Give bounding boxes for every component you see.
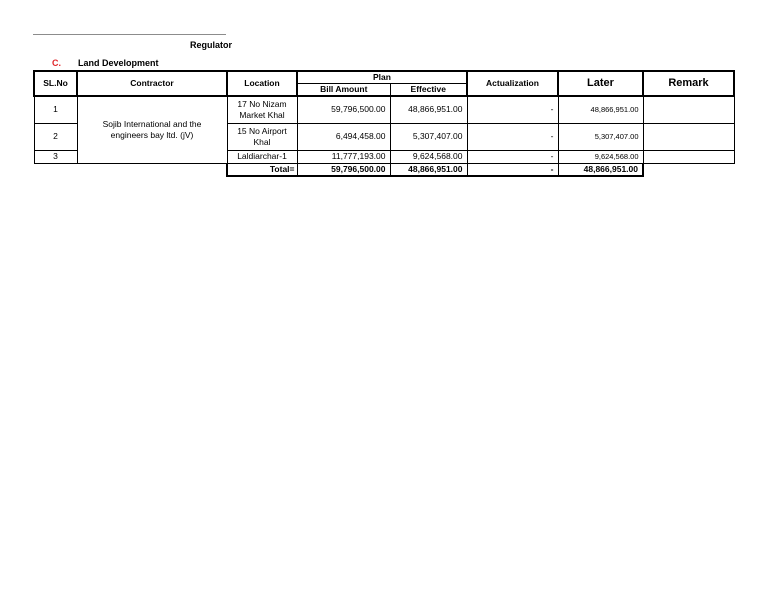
table-row bbox=[34, 96, 734, 123]
sl-cell: 2 bbox=[34, 123, 77, 150]
remark-cell bbox=[643, 96, 734, 123]
later-cell: 48,866,951.00 bbox=[558, 96, 643, 123]
bill-amount-cell: 6,494,458.00 bbox=[297, 123, 390, 150]
section-title: Land Development bbox=[78, 58, 159, 68]
col-contractor-header: Contractor bbox=[77, 71, 227, 96]
later-cell: 5,307,407.00 bbox=[558, 123, 643, 150]
location-cell: Laldiarchar-1 bbox=[227, 150, 297, 163]
col-plan-header: Plan bbox=[297, 71, 467, 84]
sl-cell: 3 bbox=[34, 150, 77, 163]
section-letter: C. bbox=[52, 58, 61, 68]
col-sl-no-header: SL.No bbox=[34, 71, 77, 96]
remark-cell bbox=[643, 150, 734, 163]
bill-amount-cell: 11,777,193.00 bbox=[297, 150, 390, 163]
actualization-cell: - bbox=[467, 96, 558, 123]
effective-cell: 9,624,568.00 bbox=[390, 150, 467, 163]
actualization-cell: - bbox=[467, 123, 558, 150]
col-bill-amount-header: Bill Amount bbox=[297, 84, 390, 97]
total-later: 48,866,951.00 bbox=[558, 163, 643, 176]
contractor-cell: Sojib International and the engineers bay ltd. (jV) bbox=[77, 96, 227, 163]
total-label: Total= bbox=[227, 163, 297, 176]
location-cell: 15 No Airport Khal bbox=[227, 123, 297, 150]
effective-cell: 48,866,951.00 bbox=[390, 96, 467, 123]
total-row bbox=[34, 163, 734, 176]
remark-cell bbox=[643, 123, 734, 150]
total-actualization: - bbox=[467, 163, 558, 176]
location-cell: 17 No Nizam Market Khal bbox=[227, 96, 297, 123]
later-cell: 9,624,568.00 bbox=[558, 150, 643, 163]
actualization-cell: - bbox=[467, 150, 558, 163]
header-rule bbox=[33, 34, 226, 35]
col-later-header: Later bbox=[558, 71, 643, 96]
total-bill-amount: 59,796,500.00 bbox=[297, 163, 390, 176]
sl-cell: 1 bbox=[34, 96, 77, 123]
effective-cell: 5,307,407.00 bbox=[390, 123, 467, 150]
col-remark-header: Remark bbox=[643, 71, 734, 96]
land-development-table bbox=[33, 70, 735, 177]
col-actualization-header: Actualization bbox=[467, 71, 558, 96]
page-title: Regulator bbox=[190, 40, 233, 50]
col-location-header: Location bbox=[227, 71, 297, 96]
total-effective: 48,866,951.00 bbox=[390, 163, 467, 176]
col-effective-header: Effective bbox=[390, 84, 467, 97]
header-row-1 bbox=[34, 71, 734, 84]
bill-amount-cell: 59,796,500.00 bbox=[297, 96, 390, 123]
